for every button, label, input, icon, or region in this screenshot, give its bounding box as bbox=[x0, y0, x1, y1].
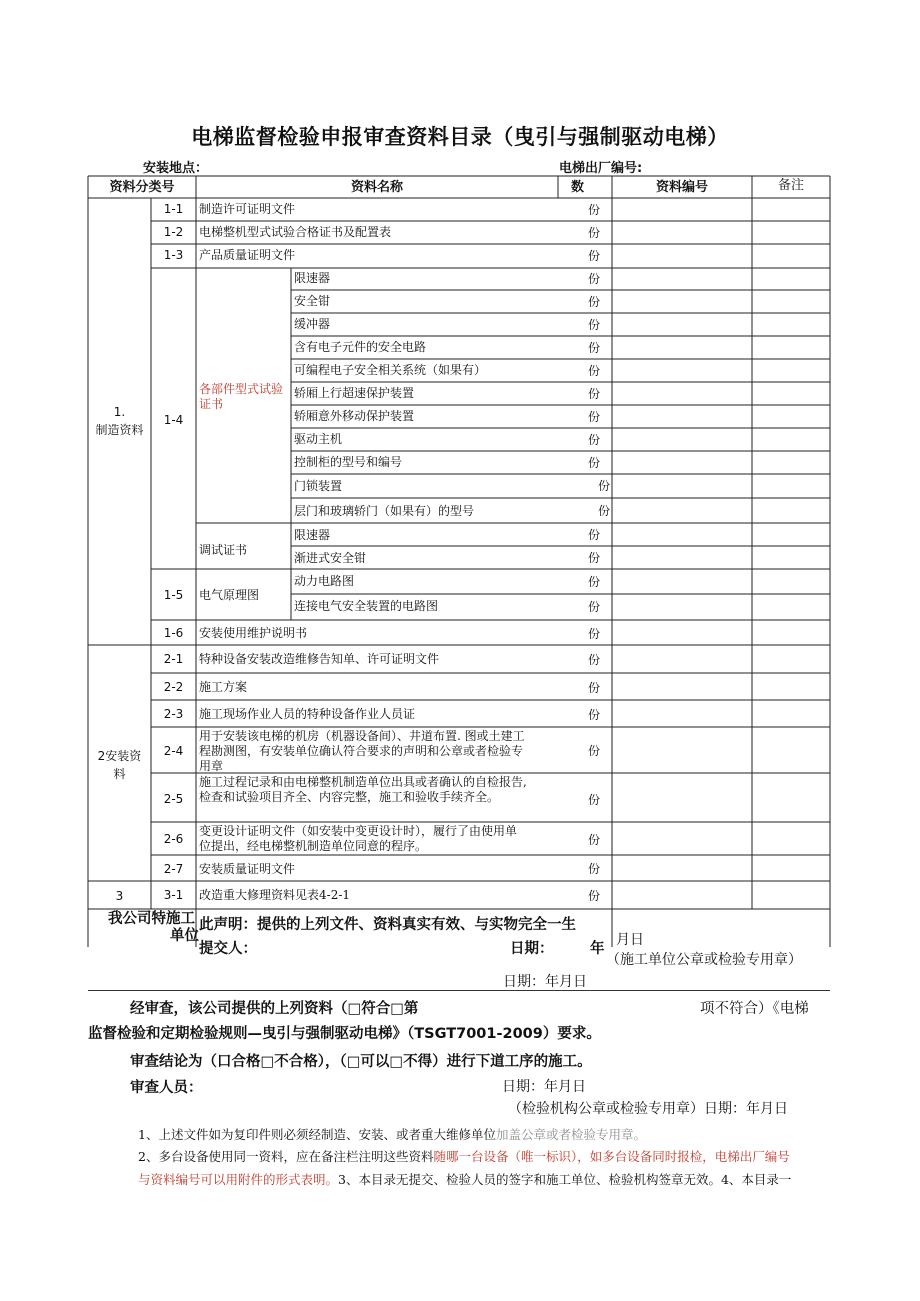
name-2-1: 特种设备安装改造维修告知单、许可证明文件 bbox=[199, 652, 440, 666]
note-2-a: 2、多台设备使用同一资料，应在备注栏注明这些资料 bbox=[138, 1149, 434, 1164]
name-2-4-line2: 程勘测图，有安装单位确认符合要求的声明和公章或者检验专 bbox=[199, 744, 524, 758]
declaration-year: 年 bbox=[590, 941, 605, 957]
qty-1-4-4: 份 bbox=[588, 341, 601, 355]
name-1-1: 制造许可证明文件 bbox=[199, 202, 296, 216]
code-1-1: 1-1 bbox=[163, 202, 184, 216]
category-1 bbox=[88, 403, 151, 439]
code-2-7: 2-7 bbox=[163, 862, 184, 876]
code-2-6: 2-6 bbox=[163, 832, 184, 846]
declaration-row bbox=[88, 909, 830, 957]
name-3-1: 改造重大修理资料见表4-2-1 bbox=[199, 888, 351, 902]
declaration-left-line1: 我公司特施工 bbox=[108, 911, 195, 927]
code-1-5: 1-5 bbox=[163, 588, 184, 602]
declaration-seal: （施工单位公章或检验专用章） bbox=[606, 952, 802, 968]
qty-1-4-2: 份 bbox=[588, 295, 601, 309]
category-2-line1: 2安装资 bbox=[97, 749, 142, 763]
code-2-1: 2-1 bbox=[163, 652, 184, 666]
qty-1-4-7: 份 bbox=[588, 410, 601, 424]
category-2-line2: 料 bbox=[113, 767, 126, 781]
note-1-a: 1、上述文件如为复印件则必须经制造、安装、或者重大维修单位 bbox=[138, 1127, 496, 1142]
item-1-4-13: 渐进式安全钳 bbox=[294, 551, 367, 565]
qty-1-4-5: 份 bbox=[588, 364, 601, 378]
qty-1-4-9: 份 bbox=[588, 456, 601, 470]
name-1-2: 电梯整机型式试验合格证书及配置表 bbox=[199, 225, 392, 239]
item-1-4-10: 门锁装置 bbox=[294, 479, 343, 493]
declaration-month-day: 月日 bbox=[616, 932, 644, 948]
review-line1-b: 项不符合）《电梯 bbox=[700, 1001, 809, 1017]
note-3-b: 3、本目录无提交、检验人员的签字和施工单位、检验机构签章无效。4、本目录一 bbox=[338, 1172, 792, 1187]
qty-2-2: 份 bbox=[588, 681, 601, 695]
qty-1-1: 份 bbox=[588, 203, 601, 217]
header-remark: 备注 bbox=[777, 178, 804, 193]
qty-1-4-13: 份 bbox=[588, 551, 601, 565]
name-2-4-line1: 用于安装该电梯的机房（机器设备间）、井道布置. 图或土建工 bbox=[199, 729, 525, 743]
declaration-submitter: 提交人： bbox=[199, 941, 257, 957]
name-2-3: 施工现场作业人员的特种设备作业人员证 bbox=[199, 707, 416, 721]
review-line3: 审查结论为（口合格□不合格），（□可以□不得）进行下道工序的施工。 bbox=[130, 1054, 592, 1070]
item-1-4-12: 限速器 bbox=[294, 528, 331, 542]
item-1-4-1: 限速器 bbox=[294, 271, 331, 285]
qty-1-5-2: 份 bbox=[588, 600, 601, 614]
item-1-4-9: 控制柜的型号和编号 bbox=[294, 455, 403, 469]
item-1-4-6: 轿厢上行超速保护装置 bbox=[294, 386, 415, 400]
name-2-2: 施工方案 bbox=[199, 680, 248, 694]
name-2-4 bbox=[199, 729, 525, 774]
name-2-5-line2: 检查和试验项目齐全、内容完整，施工和验收手续齐全。 bbox=[199, 790, 500, 804]
header-category: 资料分类号 bbox=[109, 180, 175, 195]
note-1-b: 加盖公章或者检验专用章。 bbox=[495, 1127, 646, 1142]
qty-2-3: 份 bbox=[588, 708, 601, 722]
note-3-a: 与资料编号可以用附件的形式表明。 bbox=[138, 1172, 339, 1187]
name-2-5-line1: 施工过程记录和由电梯整机制造单位出具或者确认的自检报告, bbox=[199, 775, 527, 789]
declaration-date2: 日期：年月日 bbox=[503, 974, 587, 990]
code-2-5: 2-5 bbox=[163, 792, 184, 806]
qty-1-4-1: 份 bbox=[588, 272, 601, 286]
code-3-1: 3-1 bbox=[163, 888, 184, 902]
group-type-test-certificates: 各部件型式试验证书 bbox=[199, 382, 284, 411]
reviewer-label: 审查人员： bbox=[130, 1080, 203, 1096]
code-1-2: 1-2 bbox=[163, 225, 184, 239]
group-debug-certificates: 调试证书 bbox=[199, 543, 248, 557]
name-2-7: 安装质量证明文件 bbox=[199, 862, 296, 876]
qty-1-4-3: 份 bbox=[588, 318, 601, 332]
page-title: 电梯监督检验申报审查资料目录（曳引与强制驱动电梯） bbox=[191, 125, 729, 149]
item-1-4-5: 可编程电子安全相关系统（如果有） bbox=[294, 363, 487, 377]
qty-1-4-10: 份 bbox=[598, 479, 611, 493]
name-2-5 bbox=[199, 775, 527, 805]
category-1-line2: 制造资料 bbox=[95, 423, 144, 437]
qty-1-4-6: 份 bbox=[588, 387, 601, 401]
review-line2: 监督检验和定期检验规则—曳引与强制驱动电梯》（TSGT7001-2009）要求。 bbox=[88, 1026, 601, 1042]
declaration-left-line2: 单位 bbox=[170, 928, 199, 944]
item-1-4-2: 安全钳 bbox=[294, 294, 331, 308]
note-1 bbox=[138, 1125, 646, 1143]
code-2-2: 2-2 bbox=[163, 680, 184, 694]
note-2 bbox=[138, 1147, 790, 1165]
header-name: 资料名称 bbox=[350, 180, 403, 195]
category-2 bbox=[88, 747, 151, 783]
code-2-3: 2-3 bbox=[163, 707, 184, 721]
item-1-4-7: 轿厢意外移动保护装置 bbox=[294, 409, 415, 423]
code-1-3: 1-3 bbox=[163, 248, 184, 262]
factory-no-label: 电梯出厂编号: bbox=[559, 161, 643, 176]
code-2-4: 2-4 bbox=[163, 744, 184, 758]
code-1-6: 1-6 bbox=[163, 626, 184, 640]
name-2-6-line1: 变更设计证明文件（如安装中变更设计时），履行了由使用单 bbox=[199, 824, 518, 838]
qty-2-1: 份 bbox=[588, 653, 601, 667]
header-number: 资料编号 bbox=[655, 180, 708, 195]
qty-1-6: 份 bbox=[588, 627, 601, 641]
note-3 bbox=[138, 1170, 791, 1188]
code-1-4: 1-4 bbox=[163, 413, 184, 427]
review-date: 日期：年月日 bbox=[502, 1079, 586, 1095]
install-location-label: 安装地点： bbox=[143, 161, 209, 176]
item-1-4-8: 驱动主机 bbox=[294, 432, 343, 446]
category-3: 3 bbox=[115, 889, 124, 903]
declaration-date-label: 日期： bbox=[510, 941, 554, 957]
qty-1-2: 份 bbox=[588, 226, 601, 240]
item-1-5-1: 动力电路图 bbox=[294, 574, 355, 588]
item-1-5-2: 连接电气安全装置的电路图 bbox=[294, 599, 439, 613]
qty-1-4-11: 份 bbox=[598, 504, 611, 518]
name-1-6: 安装使用维护说明书 bbox=[199, 626, 308, 640]
qty-2-6: 份 bbox=[588, 833, 601, 847]
qty-1-4-8: 份 bbox=[588, 433, 601, 447]
item-1-4-11: 层门和玻璃轿门（如果有）的型号 bbox=[294, 504, 475, 518]
category-1-line1: 1. bbox=[113, 405, 126, 419]
name-2-6-line2: 位提出，经电梯整机制造单位同意的程序。 bbox=[199, 839, 428, 853]
review-line1-a: 经审查，该公司提供的上列资料（□符合□第 bbox=[130, 1001, 419, 1017]
declaration-statement: 此声明：提供的上列文件、资料真实有效、与实物完全一生 bbox=[199, 917, 576, 933]
note-2-b: 随哪一台设备（唯一标识），如多台设备同时报检，电梯出厂编号 bbox=[433, 1149, 790, 1164]
name-1-3: 产品质量证明文件 bbox=[199, 248, 296, 262]
qty-2-7: 份 bbox=[588, 862, 601, 876]
declaration-left bbox=[104, 911, 199, 945]
item-1-4-4: 含有电子元件的安全电路 bbox=[294, 340, 427, 354]
divider bbox=[88, 990, 830, 991]
review-seal: （检验机构公章或检验专用章）日期：年月日 bbox=[508, 1101, 788, 1117]
qty-1-4-12: 份 bbox=[588, 528, 601, 542]
group-electrical-diagram: 电气原理图 bbox=[199, 588, 260, 602]
name-2-6 bbox=[199, 824, 517, 854]
name-2-4-line3: 用章 bbox=[199, 759, 224, 773]
item-1-4-3: 缓冲器 bbox=[294, 317, 331, 331]
header-qty: 数 bbox=[571, 180, 585, 195]
qty-3-1: 份 bbox=[588, 889, 601, 903]
qty-1-3: 份 bbox=[588, 249, 601, 263]
qty-2-4: 份 bbox=[588, 744, 601, 758]
qty-1-5-1: 份 bbox=[588, 575, 601, 589]
qty-2-5: 份 bbox=[588, 793, 601, 807]
